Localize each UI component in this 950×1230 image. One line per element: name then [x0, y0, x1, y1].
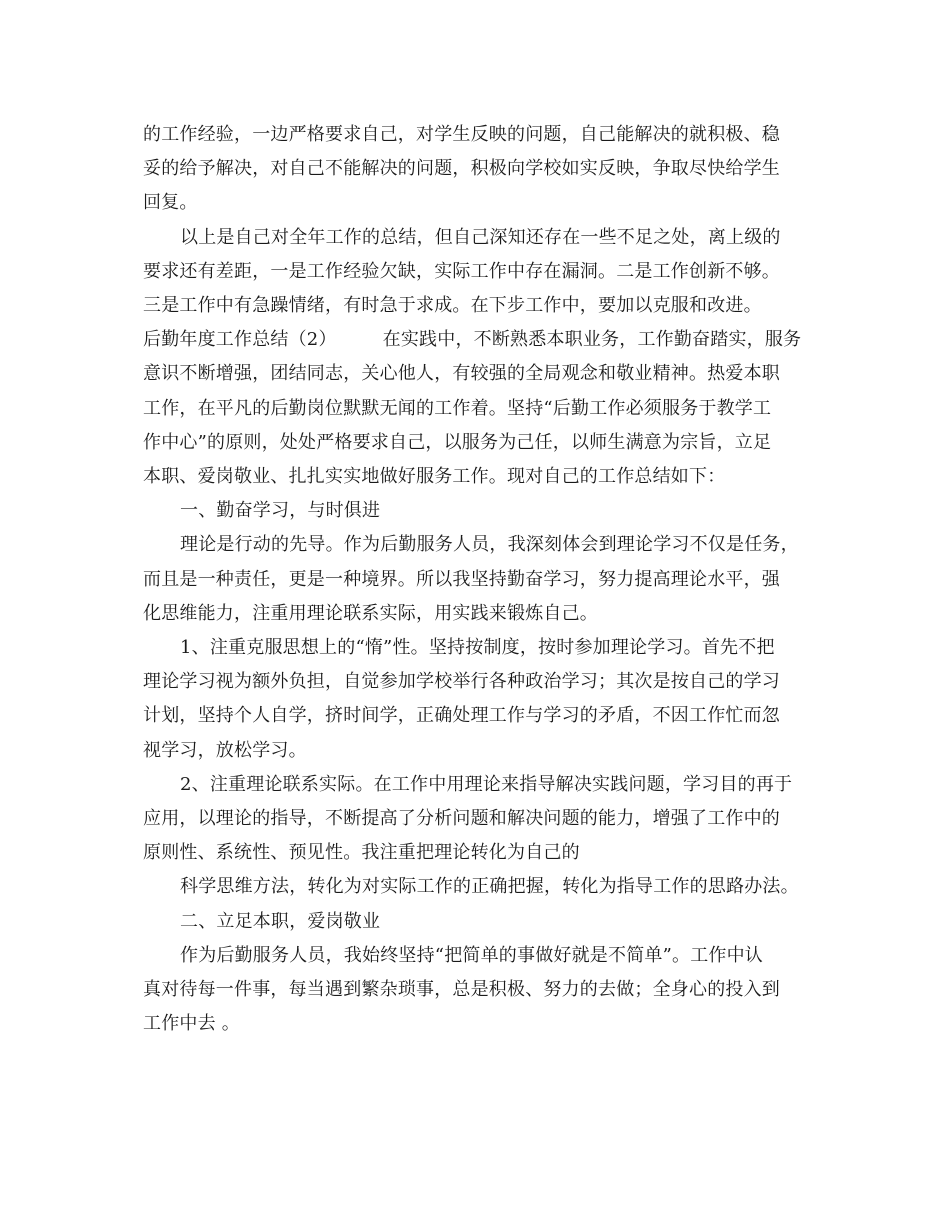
- text-line: [143, 460, 725, 494]
- text-line-content: 的工作经验，一边严格要求自己，对学生反映的问题，自己能解决的就积极、稳: [143, 124, 780, 145]
- text-line-content: 化思维能力，注重用理论联系实际，用实践来锻炼自己。: [143, 602, 598, 624]
- text-line-content: 真对待每一件事，每当遇到繁杂琐事，总是积极、努力的去做；全身心的投入到: [143, 979, 780, 1000]
- text-line-content: 本职、爱岗敬业、扎扎实实地做好服务工作。现对自己的工作总结如下：: [143, 466, 726, 487]
- text-line: [180, 528, 799, 562]
- text-line: [180, 221, 781, 255]
- text-line-content: 工作，在平凡的后勤岗位默默无闻的工作着。坚持“后勤工作必须服务于教学工: [143, 397, 772, 419]
- text-line-content: 以上是自己对全年工作的总结，但自己深知还存在一些不足之处，离上级的: [180, 226, 781, 248]
- text-line-content: 后勤年度工作总结（2）: [143, 329, 337, 351]
- text-line-content: 作中心”的原则，处处严格要求自己，以服务为己任，以师生满意为宗旨，立足: [143, 431, 772, 453]
- text-line-content: 理论学习视为额外负担，自觉参加学校举行各种政治学习；其次是按自己的学习: [143, 671, 780, 693]
- text-line-content: 理论是行动的先导。作为后勤服务人员，我深刻体会到理论学习不仅是任务，: [180, 534, 799, 556]
- text-line: [143, 118, 780, 152]
- text-line-content: 妥的给予解决，对自己不能解决的问题，积极向学校如实反映，争取尽快给学生: [143, 158, 780, 180]
- text-line: [143, 357, 780, 391]
- text-line-content: 三是工作中有急躁情绪，有时急于求成。在下步工作中，要加以克服和改进。: [143, 295, 762, 316]
- text-line-content: 二、立足本职，爱岗敬业: [180, 910, 381, 932]
- text-line: [143, 255, 780, 289]
- text-line: [143, 426, 771, 460]
- text-line-tail: 在实践中，不断熟悉本职业务，工作勤奋踏实，服务: [382, 329, 802, 351]
- text-line: [180, 870, 799, 904]
- text-line-content: 一、勤奋学习，与时俱进: [180, 500, 381, 522]
- text-line: [143, 1007, 240, 1041]
- text-line-content: 科学思维方法，转化为对实际工作的正确把握，转化为指导工作的思路办法。: [180, 876, 799, 898]
- text-line-content: 原则性、系统性、预见性。我注重把理论转化为自己的: [143, 842, 580, 864]
- text-line: [143, 802, 780, 836]
- text-line: [143, 665, 780, 699]
- text-line: [143, 563, 780, 597]
- text-line-content: 而且是一种责任，更是一种境界。所以我坚持勤奋学习，努力提高理论水平，强: [143, 568, 780, 590]
- text-line-content: 计划，坚持个人自学，挤时间学，正确处理工作与学习的矛盾，不因工作忙而忽: [143, 705, 780, 727]
- text-line-content: 要求还有差距，一是工作经验欠缺，实际工作中存在漏洞。二是工作创新不够。: [143, 260, 780, 282]
- text-line: [143, 973, 780, 1007]
- text-line: [180, 494, 380, 528]
- text-line-content: 作为后勤服务人员，我始终坚持“把简单的事做好就是不简单”。工作中认: [180, 944, 764, 966]
- text-line: [143, 186, 198, 220]
- text-line: [143, 836, 580, 870]
- text-line: [180, 631, 775, 665]
- text-line: [143, 734, 307, 768]
- text-line-content: 1、注重克服思想上的“惰”性。坚持按制度，按时参加理论学习。首先不把: [180, 637, 775, 658]
- text-line-content: 视学习，放松学习。: [143, 739, 307, 761]
- text-line: [143, 597, 598, 631]
- text-line: [143, 323, 801, 357]
- text-line: [180, 768, 792, 802]
- text-line-content: 工作中去 。: [143, 1013, 240, 1035]
- text-line: [180, 939, 763, 973]
- text-line: [143, 152, 780, 186]
- text-line: [143, 289, 762, 323]
- text-line: [143, 392, 771, 426]
- text-line-content: 回复。: [143, 192, 198, 214]
- text-line: [180, 905, 380, 939]
- text-line-content: 2、注重理论联系实际。在工作中用理论来指导解决实践问题，学习目的再于: [180, 773, 793, 795]
- text-line: [143, 699, 780, 733]
- text-line-content: 应用，以理论的指导，不断提高了分析问题和解决问题的能力，增强了工作中的: [143, 808, 780, 829]
- text-line-content: 意识不断增强，团结同志，关心他人，有较强的全局观念和敬业精神。热爱本职: [143, 363, 780, 385]
